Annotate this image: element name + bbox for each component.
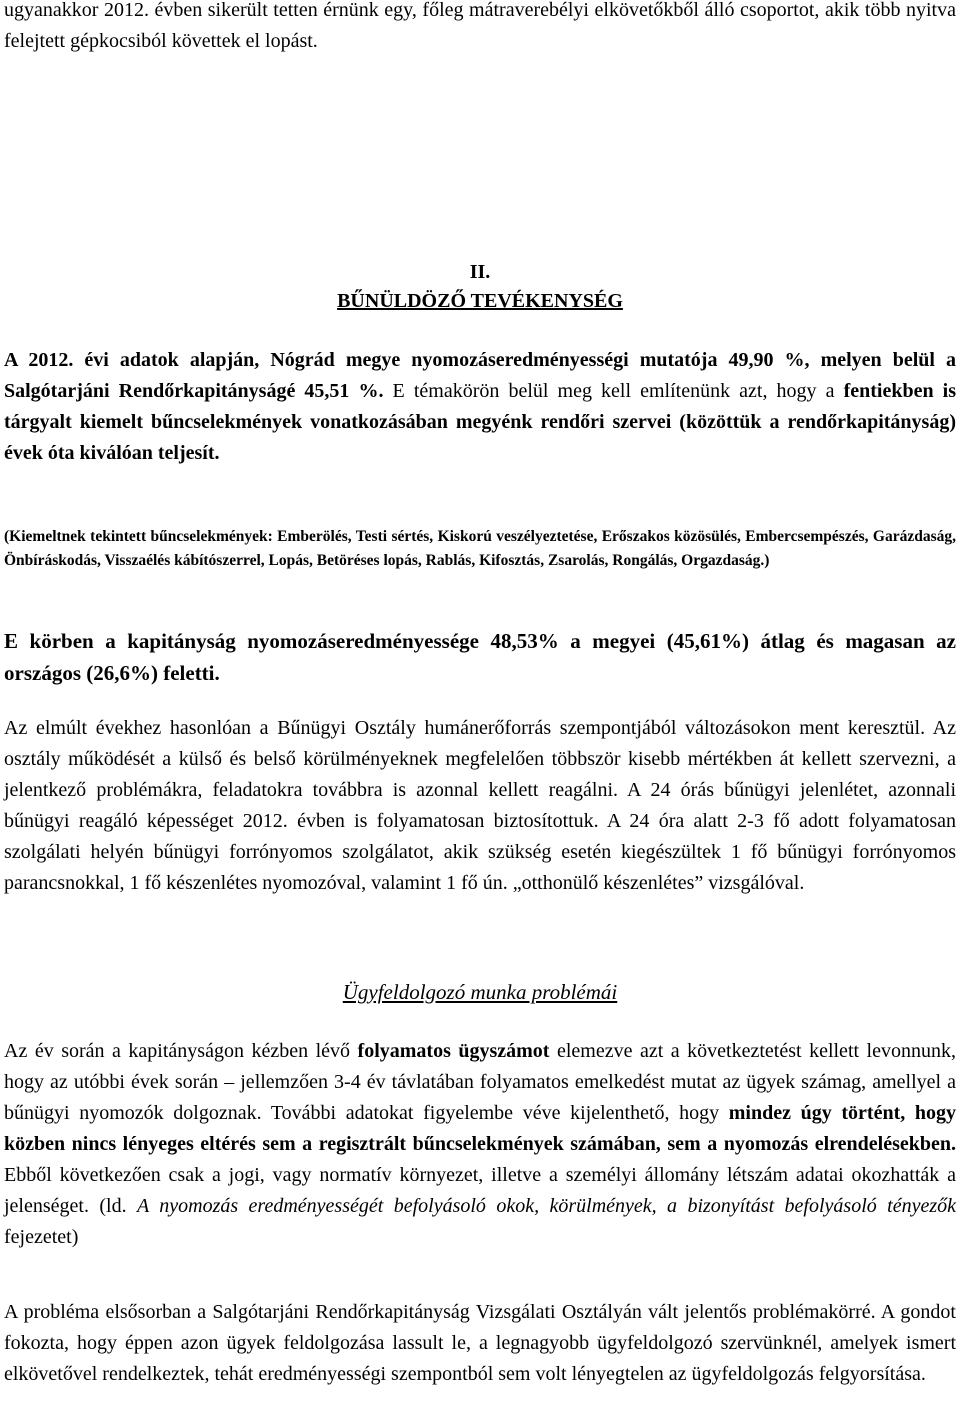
statistics-normal-text: E témakörön belül meg kell említenünk azt, hogy a [383, 380, 844, 402]
section-title [0, 287, 960, 315]
paragraph-clearance-rate: E körben a kapitányság nyomozáseredményessége 48,53% a megyei (45,61%) átlag és magasan az országos (26,6%) feletti. [4, 629, 956, 685]
subheading-case-processing: Ügyfeldolgozó munka problémái [342, 980, 618, 1004]
paragraph-intro: ugyanakkor 2012. évben sikerült tetten érnünk egy, főleg mátraverebélyi elkövetőkből álló csoportot, akik több nyitva felejtett gépkocsiból követtek el lopást. [4, 0, 956, 52]
caseload-bold-1: folyamatos ügyszámot [357, 1040, 550, 1062]
caseload-text-3: Ebből következően csak a jogi, vagy normatív környezet, illetve a személyi állomány létszám adatai okozhatták a jelenséget. (ld. [4, 1164, 956, 1217]
statistics-bold-lead: A 2012. évi adatok alapján, Nógrád megye nyomozáseredményességi mutatója 49,90 %, melyen belül a Salgótarjáni Rendőrkapitányságé 45,51 %. [4, 349, 956, 402]
caseload-text-4: fejezetet) [4, 1226, 79, 1248]
caseload-text-2: elemezve azt a következtetést kellett levonnunk, hogy az utóbbi évek során – jellemzően 3-4 év távlatában folyamatos emelkedést mutat az ügyek számag, amellyel a bűnügyi nyomozók dolgoznak. További adatokat figyelembe véve kijelenthető, hogy [4, 1040, 956, 1124]
paragraph-priority-crimes: (Kiemeltnek tekintett bűncselekmények: Emberölés, Testi sértés, Kiskorú veszélyeztetése, Erőszakos közösülés, Embercsempészés, Garázdaság, Önbíráskodás, Visszaélés kábítószerrel, Lopás, Betöréses lopás, Rablás, Kifosztás, Zsarolás, Rongálás, Orgazdaság.) [4, 528, 956, 569]
statistics-bold-conclusion: fentiekben is tárgyalt kiemelt bűncselekmények vonatkozásában megyénk rendőri szervei (közöttük a rendőrkapitányság) évek óta kiválóan teljesít. [4, 380, 957, 464]
paragraph-staffing: Az elmúlt évekhez hasonlóan a Bűnügyi Osztály humánerőforrás szempontjából változásokon ment keresztül. Az osztály működését a külső és belső körülményeknek megfelelően többször kisebb mértékben át kellett szervezni, a jelentkező problémákra, feladatokra továbbra is azonnal kellett reagálni. A 24 órás bűnügyi jelenlétet, azonnali bűnügyi reagáló képességet 2012. évben is folyamatosan biztosítottuk. A 24 óra alatt 2-3 fő adott folyamatosan szolgálati helyén bűnügyi forrónyomos szolgálatot, akik szükség esetén kiegészültek 1 fő bűnügyi forrónyomos parancsnokkal, 1 fő készenlétes nyomozóval, valamint 1 fő ún. „otthonülő készenlétes” vizsgálóval. [4, 717, 956, 894]
caseload-bold-2: mindez úgy történt, hogy közben nincs lényeges eltérés sem a regisztrált bűncselekmények számában, sem a nyomozás elrendelésekben. [4, 1102, 956, 1155]
section-number: II. [469, 261, 491, 283]
paragraph-statistics [4, 345, 956, 469]
caseload-text-1: Az év során a kapitányságon kézben lévő [4, 1040, 358, 1062]
paragraph-caseload [4, 1036, 956, 1253]
paragraph-investigation-dept: A probléma elsősorban a Salgótarjáni Rendőrkapitányság Vizsgálati Osztályán vált jelentős problémakörré. A gondot fokozta, hogy éppen azon ügyek feldolgozása lassult le, a legnagyobb ügyfeldolgozó szervünknél, amelyek ismert elkövetővel rendelkeztek, tehát eredményességi szempontból sem volt lényegtelen az ügyfeldolgozás felgyorsítása. [4, 1301, 956, 1385]
section-title-text: BŰNÜLDÖZŐ TEVÉKENYSÉG [337, 290, 623, 312]
caseload-italic-reference: A nyomozás eredményességét befolyásoló okok, körülmények, a bizonyítást befolyásoló tényezők [137, 1195, 956, 1217]
